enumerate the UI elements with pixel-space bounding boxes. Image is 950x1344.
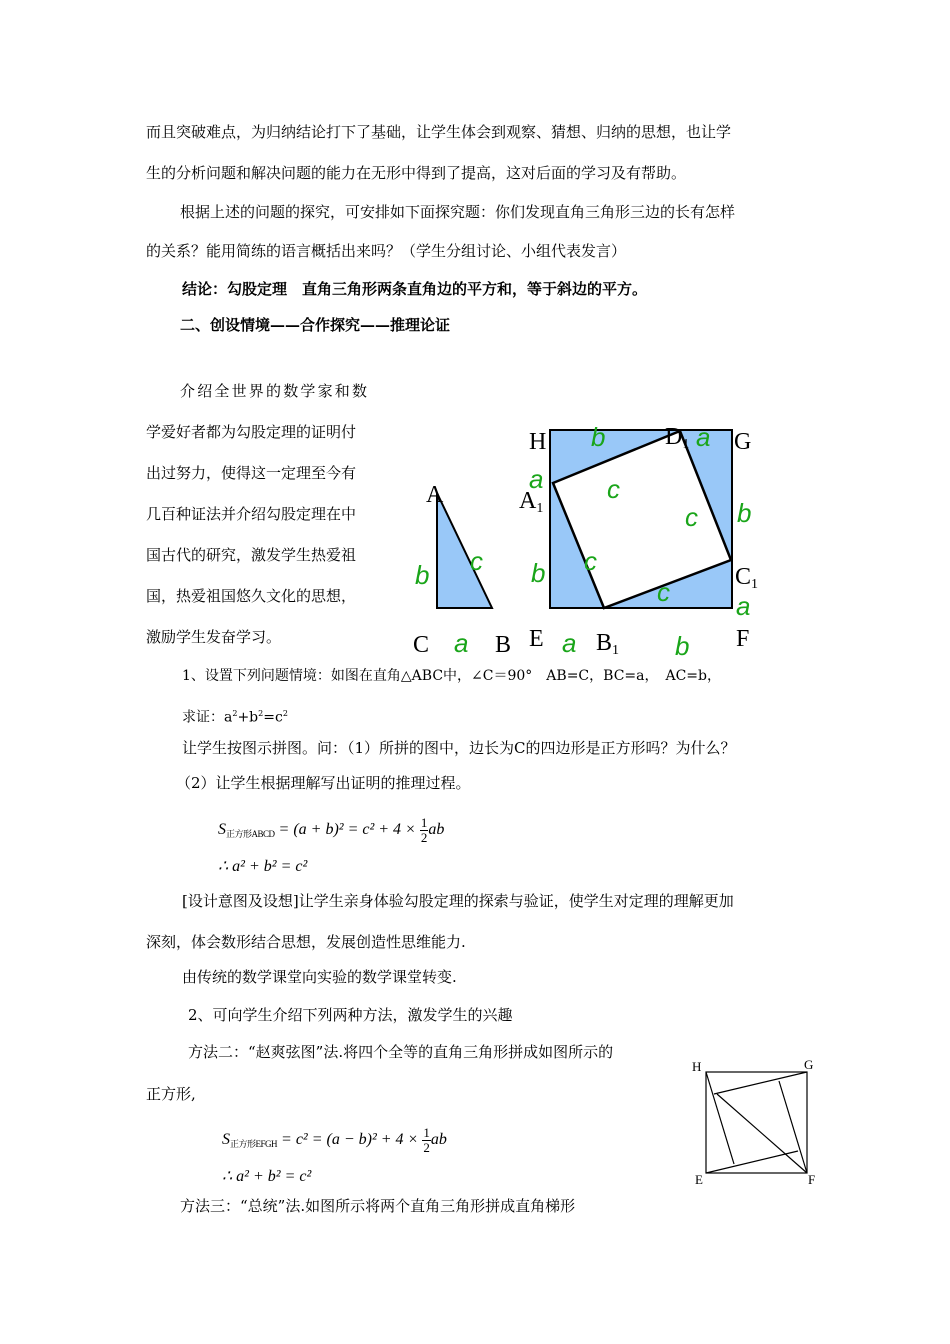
side-label-b: b <box>675 631 690 660</box>
prove-b: +b <box>237 709 259 726</box>
label-H: H <box>529 429 547 455</box>
label-F: F <box>736 626 750 652</box>
label-C: C <box>413 632 430 658</box>
formula-3 <box>222 1126 447 1155</box>
sup: 2 <box>258 709 264 718</box>
side-label-c: c <box>657 577 670 607</box>
label-A: A <box>426 482 444 508</box>
design-line: 深刻，体会数形结合思想，发展创造性思维能力. <box>146 933 466 951</box>
item-2: 2、可向学生介绍下列两种方法，激发学生的兴趣 <box>188 1006 513 1024</box>
side-label-b: b <box>415 560 430 590</box>
formula-sub: 正方形EFGH <box>230 1139 278 1150</box>
label-A1: A1 <box>519 488 544 516</box>
side-label-c: c <box>470 546 483 576</box>
side-label-c: c <box>584 546 597 576</box>
segment <box>714 1072 807 1094</box>
label-D1: D1 <box>665 424 690 452</box>
label-G: G <box>804 1057 814 1072</box>
paragraph-line: 根据上述的问题的探究，可安排如下面探究题：你们发现直角三角形三边的长有怎样 <box>180 203 736 221</box>
label-F: F <box>808 1172 816 1187</box>
label-C1: C1 <box>735 564 759 592</box>
segment <box>717 1094 807 1173</box>
segment <box>706 1072 734 1164</box>
side-label-a: a <box>454 628 469 658</box>
side-label-a: a <box>696 422 711 452</box>
formula-tail: ab <box>428 821 445 839</box>
side-label-b: b <box>737 498 752 528</box>
paragraph-line: 生的分析问题和解决问题的能力在无形中得到了提高，这对后面的学习及有帮助。 <box>146 164 687 182</box>
transition-line: 由传统的数学课堂向实验的数学课堂转变. <box>182 968 457 986</box>
formula-rhs: = c² = (a − b)² + 4 × <box>277 1131 419 1149</box>
side-label-a: a <box>529 464 544 494</box>
pythagoras-figure <box>405 410 785 660</box>
side-label-b: b <box>531 558 546 588</box>
intro-line: 国，热爱祖国悠久文化的思想， <box>146 587 357 605</box>
label-E: E <box>695 1172 703 1187</box>
label-G: G <box>734 429 752 455</box>
formula-rhs: = (a + b)² = c² + 4 × <box>274 821 416 839</box>
intro-line: 激励学生发奋学习。 <box>146 628 282 646</box>
right-triangle <box>437 493 492 608</box>
method-2: 方法二：“赵爽弦图”法.将四个全等的直角三角形拼成如图所示的 <box>188 1043 614 1061</box>
paragraph-line: 的关系？能用简练的语言概括出来吗？（学生分组讨论、小组代表发言） <box>146 242 627 260</box>
intro-line: 介绍全世界的数学家和数 <box>180 382 370 400</box>
intro-line: 出过努力，使得这一定理至今有 <box>146 464 357 482</box>
prove-c: =c <box>263 709 283 726</box>
method-3: 方法三：“总统”法.如图所示将两个直角三角形拼成直角梯形 <box>180 1197 576 1215</box>
zhao-shuang-figure <box>686 1054 826 1188</box>
ask-line: 让学生按图示拼图。问：（1）所拼的图中，边长为C的四边形是正方形吗？为什么？ <box>182 739 736 757</box>
formula-s: S <box>222 1131 230 1149</box>
prove-a: a <box>224 709 233 726</box>
label-B: B <box>495 632 512 658</box>
section-heading: 二、创设情境——合作探究——推理论证 <box>180 316 451 334</box>
question-1: 1、设置下列问题情境：如图在直角△ABC中，∠C＝90° AB=C，BC=a， AC=b， <box>182 668 721 684</box>
side-label-a: a <box>562 628 577 658</box>
sup: 2 <box>282 709 288 718</box>
paragraph-line: 而且突破难点，为归纳结论打下了基础，让学生体会到观察、猜想、归纳的思想，也让学 <box>146 123 732 141</box>
label-B1: B1 <box>596 630 620 658</box>
side-label-c: c <box>685 502 698 532</box>
side-label-a: a <box>736 591 751 621</box>
segment <box>779 1081 807 1173</box>
segment <box>706 1151 798 1173</box>
side-label-c: c <box>607 474 620 504</box>
method-2-cont: 正方形, <box>146 1085 196 1103</box>
label-H: H <box>692 1059 702 1074</box>
fraction: $\frac{1}{2}$ <box>423 1125 430 1155</box>
intro-line: 学爱好者都为勾股定理的证明付 <box>146 423 357 441</box>
ask-line: （2）让学生根据理解写出证明的推理过程。 <box>176 774 471 792</box>
formula-2: ∴ a² + b² = c² <box>218 858 308 875</box>
prove-label: 求证： <box>182 709 224 726</box>
formula-4: ∴ a² + b² = c² <box>222 1168 312 1185</box>
formula-tail: ab <box>430 1131 447 1149</box>
formula-1 <box>218 816 444 845</box>
intro-line: 几百种证法并介绍勾股定理在中 <box>146 505 357 523</box>
intro-line: 国古代的研究，激发学生热爱祖 <box>146 546 357 564</box>
prove-line <box>182 704 288 728</box>
formula-sub: 正方形ABCD <box>226 829 275 840</box>
sup: 2 <box>232 709 238 718</box>
label-E: E <box>529 626 544 652</box>
side-label-b: b <box>591 422 606 452</box>
fraction: $\frac{1}{2}$ <box>420 815 428 845</box>
design-line: [设计意图及设想]让学生亲身体验勾股定理的探索与验证，使学生对定理的理解更加 <box>182 892 734 910</box>
conclusion-text: 结论：勾股定理 直角三角形两条直角边的平方和，等于斜边的平方。 <box>182 280 648 298</box>
formula-s: S <box>218 821 226 839</box>
